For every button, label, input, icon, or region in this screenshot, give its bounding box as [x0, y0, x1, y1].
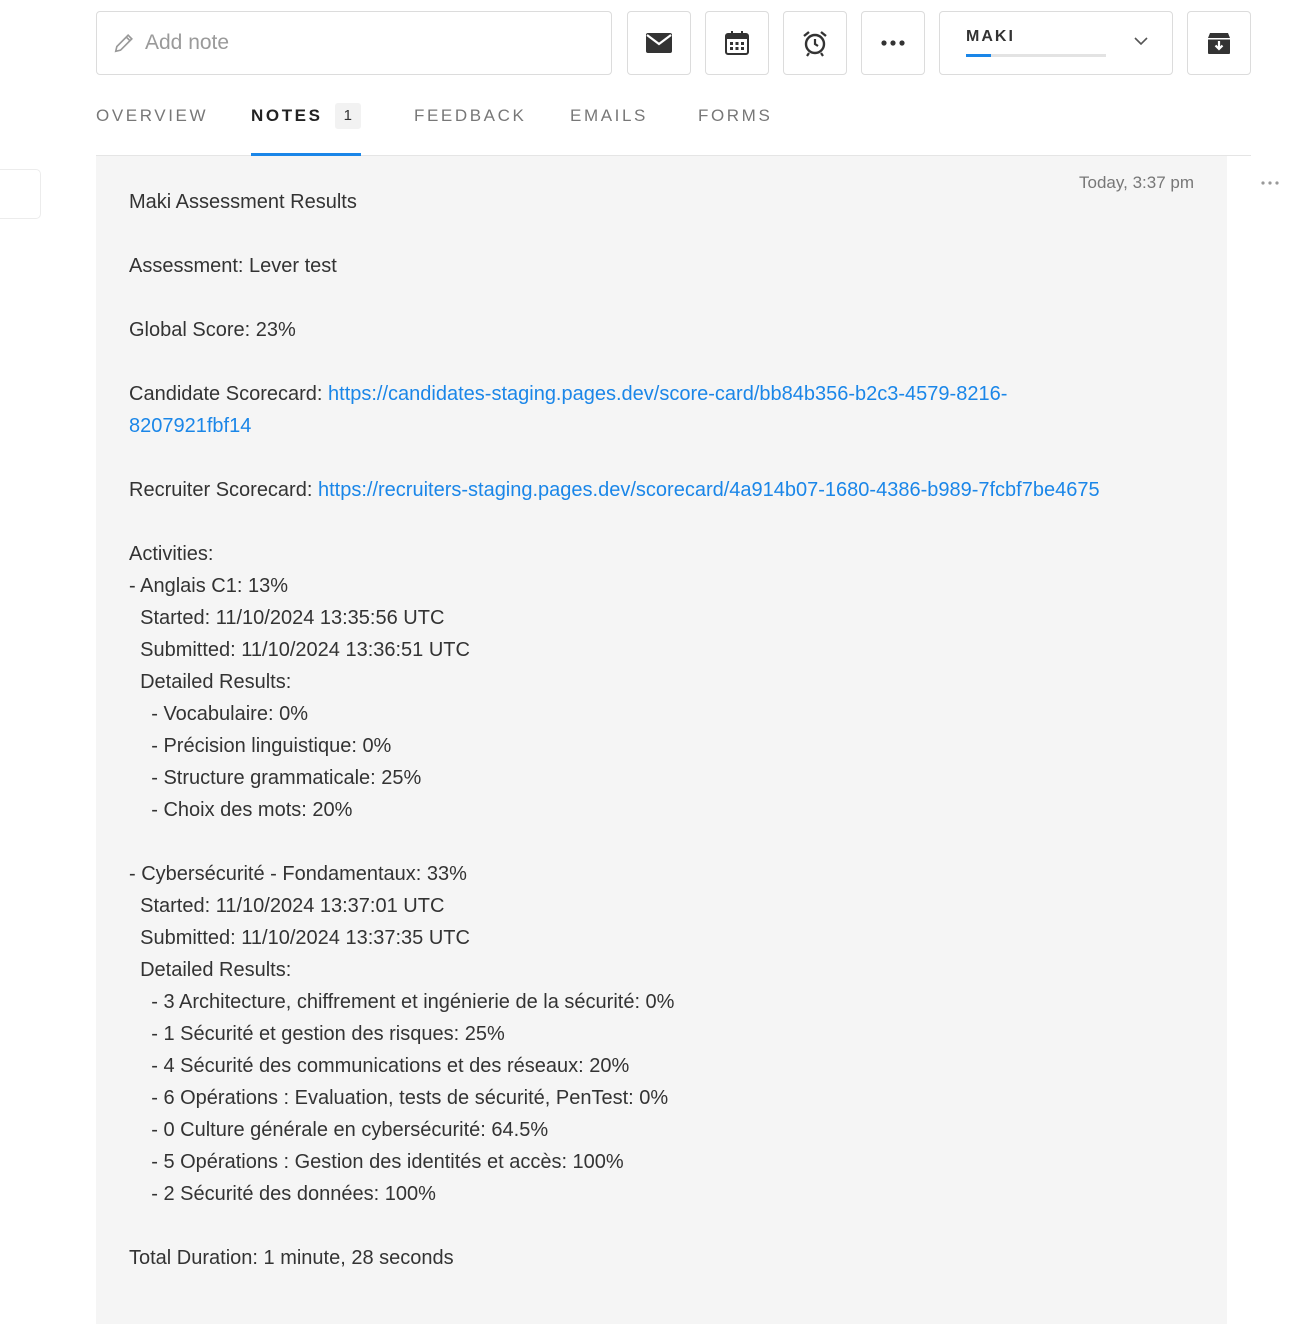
activity-detailed-heading: Detailed Results: — [129, 671, 292, 693]
more-icon — [879, 39, 907, 47]
chevron-down-icon — [1134, 36, 1148, 46]
archive-button[interactable] — [1187, 11, 1251, 75]
result-item: - 0 Culture générale en cybersécurité: 64.5% — [129, 1119, 549, 1141]
activity-submitted: Submitted: 11/10/2024 13:36:51 UTC — [129, 639, 470, 661]
more-actions-button[interactable] — [861, 11, 925, 75]
recruiter-scorecard-link[interactable]: https://recruiters-staging.pages.dev/scorecard/4a914b07-1680-4386-b989-7fcbf7be4675 — [317, 479, 1100, 501]
activity-started: Started: 11/10/2024 13:35:56 UTC — [129, 607, 445, 629]
result-item: - 4 Sécurité des communications et des réseaux: 20% — [129, 1055, 630, 1077]
alarm-clock-icon — [801, 29, 829, 57]
activities-heading: Activities: — [129, 543, 214, 565]
result-item: - 5 Opérations : Gestion des identités et accès: 100% — [129, 1151, 624, 1173]
source-progress-track — [966, 54, 1106, 57]
activity-title: - Anglais C1: 13% — [129, 575, 288, 597]
notes-count-badge: 1 — [335, 103, 361, 129]
source-select[interactable] — [939, 11, 1173, 75]
tab-forms[interactable]: FORMS — [698, 106, 773, 125]
result-item: - Vocabulaire: 0% — [129, 703, 308, 725]
activity-detailed-heading: Detailed Results: — [129, 959, 292, 981]
calendar-icon — [724, 30, 750, 56]
result-item: - Structure grammaticale: 25% — [129, 767, 422, 789]
tab-notes[interactable]: NOTES 1 — [251, 106, 361, 154]
note-body — [129, 186, 1159, 1274]
note-timestamp: Today, 3:37 pm — [1079, 173, 1194, 192]
source-select-value: MAKI — [966, 28, 1015, 45]
tab-feedback[interactable]: FEEDBACK — [414, 106, 527, 125]
result-item: - 2 Sécurité des données: 100% — [129, 1183, 436, 1205]
add-note-input[interactable] — [143, 30, 587, 56]
total-duration-line: Total Duration: 1 minute, 28 seconds — [129, 1247, 454, 1269]
result-item: - Précision linguistique: 0% — [129, 735, 392, 757]
result-item: - 1 Sécurité et gestion des risques: 25% — [129, 1023, 505, 1045]
candidate-scorecard-link[interactable]: https://candidates-staging.pages.dev/score-card/bb84b356-b2c3-4579-8216-8207921fbf14 — [129, 383, 1008, 437]
candidate-scorecard-line: Candidate Scorecard: https://candidates-staging.pages.dev/score-card/bb84b356-b2c3-4579-8216-8207921fbf14 — [129, 383, 1008, 437]
global-score-line: Global Score: 23% — [129, 319, 296, 341]
email-button[interactable] — [627, 11, 691, 75]
activity-started: Started: 11/10/2024 13:37:01 UTC — [129, 895, 445, 917]
assessment-line: Assessment: Lever test — [129, 255, 337, 277]
add-note-field[interactable] — [96, 11, 612, 75]
source-progress-fill — [966, 54, 991, 57]
schedule-button[interactable] — [705, 11, 769, 75]
note-more-icon[interactable] — [1256, 170, 1284, 190]
activity-submitted: Submitted: 11/10/2024 13:37:35 UTC — [129, 927, 470, 949]
activity-title: - Cybersécurité - Fondamentaux: 33% — [129, 863, 467, 885]
tab-overview[interactable]: OVERVIEW — [96, 106, 209, 125]
reminder-button[interactable] — [783, 11, 847, 75]
result-item: - 3 Architecture, chiffrement et ingénierie de la sécurité: 0% — [129, 991, 675, 1013]
note-title: Maki Assessment Results — [129, 191, 357, 213]
mail-icon — [645, 32, 673, 54]
archive-icon — [1206, 30, 1232, 56]
profile-tabs — [96, 100, 1251, 156]
note-card — [96, 156, 1227, 1324]
tab-emails[interactable]: EMAILS — [570, 106, 648, 125]
result-item: - Choix des mots: 20% — [129, 799, 353, 821]
pencil-icon — [113, 32, 135, 54]
left-panel-stub — [0, 170, 40, 218]
recruiter-scorecard-line: Recruiter Scorecard: https://recruiters-staging.pages.dev/scorecard/4a914b07-1680-4386-b989-7fcbf7be4675 — [129, 479, 1100, 501]
result-item: - 6 Opérations : Evaluation, tests de sécurité, PenTest: 0% — [129, 1087, 669, 1109]
